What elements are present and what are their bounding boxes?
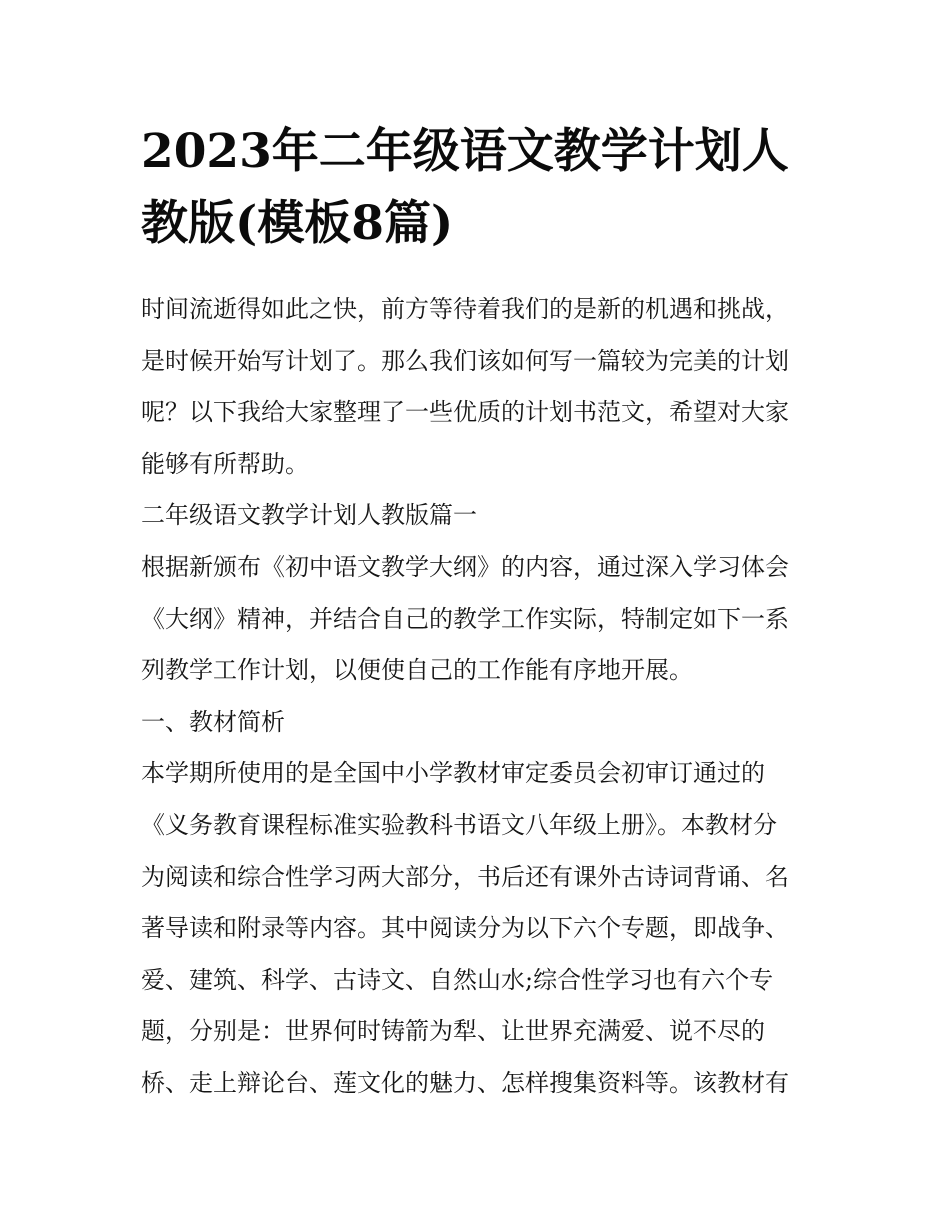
intro-line-2: 是时候开始写计划了。那么我们该如何写一篇较为完美的计划 <box>141 346 789 375</box>
title-line-2: 教版(模板8篇) <box>141 196 454 251</box>
paragraph-line-4: 本学期所使用的是全国中小学教材审定委员会初审订通过的 <box>141 759 765 788</box>
intro-line-4: 能够有所帮助。 <box>141 449 309 478</box>
paragraph-line-8: 爱、建筑、科学、古诗文、自然山水;综合性学习也有六个专 <box>141 965 774 994</box>
paragraph-line-10: 桥、走上辩论台、莲文化的魅力、怎样搜集资料等。该教材有 <box>141 1068 789 1097</box>
paragraph-line-7: 著导读和附录等内容。其中阅读分为以下六个专题，即战争、 <box>141 914 789 943</box>
paragraph-line-9: 题，分别是：世界何时铸箭为犁、让世界充满爱、说不尽的 <box>141 1017 765 1046</box>
document-page <box>141 116 821 1110</box>
paragraph-line-1: 根据新颁布《初中语文教学大纲》的内容，通过深入学习体会 <box>141 552 789 581</box>
document-body <box>141 284 821 1110</box>
intro-line-1: 时间流逝得如此之快，前方等待着我们的是新的机遇和挑战， <box>141 295 789 323</box>
paragraph-line-6: 为阅读和综合性学习两大部分，书后还有课外古诗词背诵、名 <box>141 862 789 891</box>
paragraph-line-3: 列教学工作计划，以便使自己的工作能有序地开展。 <box>141 656 693 685</box>
intro-line-3: 呢？以下我给大家整理了一些优质的计划书范文，希望对大家 <box>141 398 789 427</box>
document-title <box>141 116 821 260</box>
section-heading-1: 二年级语文教学计划人教版篇一 <box>141 501 477 530</box>
subsection-heading-1: 一、教材简析 <box>141 707 285 736</box>
title-line-1: 2023年二年级语文教学计划人 <box>141 124 789 179</box>
paragraph-line-2: 《大纲》精神，并结合自己的教学工作实际，特制定如下一系 <box>141 604 789 633</box>
paragraph-line-5: 《义务教育课程标准实验教科书语文八年级上册》。本教材分 <box>141 810 777 839</box>
